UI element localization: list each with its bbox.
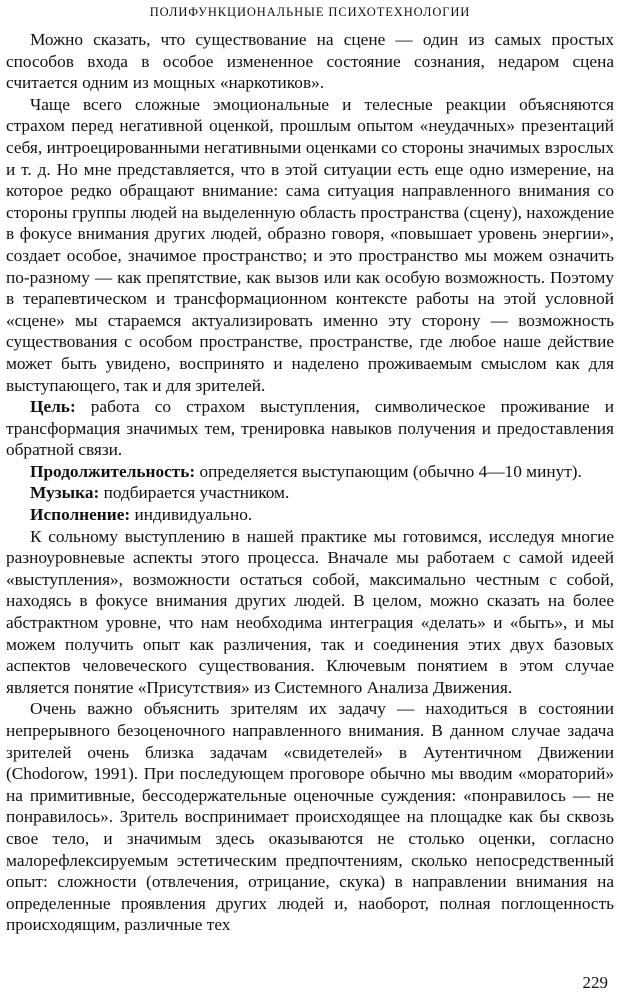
paragraph-solo-performance: К сольному выступлению в нашей практике мы готовимся, исследуя многие разноуровневые аспекты этого процесса. Вначале мы работаем с самой идеей «выступления», возможности остаться собой, максимально честным с собой, находясь в фокусе внимания других людей. В целом, можно сказать на более абстрактном уровне, что нам необходима интеграция «делать» и «быть», и мы можем получить опыт как различения, так и соединения этих двух базовых аспектов человеческого существования. Ключевым понятием в этом случае является понятие «Присутствия» из Системного Анализа Движения. — [6, 526, 614, 697]
body-text — [6, 29, 614, 936]
book-page — [6, 0, 614, 1001]
paragraph-execution — [6, 504, 614, 526]
execution-label: Исполнение: — [30, 505, 131, 525]
goal-text: работа со страхом выступления, символическое проживание и трансформация значимых тем, тренировка навыков получения и предоставления обратной связи. — [6, 397, 614, 460]
music-label: Музыка: — [30, 483, 100, 503]
paragraph-music — [6, 482, 614, 504]
paragraph-stage-intro: Можно сказать, что существование на сцене — один из самых простых способов входа в особое измененное состояние сознания, недаром сцена считается одним из мощных «наркотиков». — [6, 30, 614, 93]
execution-text: индивидуально. — [130, 505, 253, 525]
paragraph-reactions: Чаще всего сложные эмоциональные и телесные реакции объясняются страхом перед негативной оценкой, прошлым опытом «неудачных» презентаций себя, интроецированными негативными оценками со стороны значимых взрослых и т. д. Но мне представляется, что в этой ситуации есть еще одно измерение, на которое редко обращают внимание: сама ситуация направленного внимания со стороны группы людей на выделенную область пространства (сцену), нахождение в фокусе внимания других людей, образно говоря, «повышает уровень энергии», создает особое, значимое пространство; и это пространство мы можем означить по-разному — как препятствие, как вызов или как особую возможность. Поэтому в терапевтическом и трансформационном контексте работы на этой условной «сцене» мы стараемся актуализировать именно эту сторону — возможность существования с особом пространстве, пространстве, где любое наше действие может быть увидено, воспринято и наделено проживаемым смыслом как для выступающего, так и для зрителей. — [6, 94, 614, 395]
duration-label: Продолжительность: — [30, 461, 196, 481]
duration-text: определяется выступающим (обычно 4—10 минут). — [195, 461, 582, 481]
page-number: 229 — [582, 973, 608, 992]
goal-label: Цель: — [30, 397, 76, 417]
running-head: ПОЛИФУНКЦИОНАЛЬНЫЕ ПСИХОТЕХНОЛОГИИ — [149, 5, 471, 19]
paragraph-duration — [6, 461, 614, 483]
music-text: подбирается участником. — [99, 483, 290, 503]
paragraph-spectators: Очень важно объяснить зрителям их задачу — находиться в состоянии непрерывного безоценочного направленного внимания. В данном случае задача зрителей очень близка задачам «свидетелей» в Аутентичном Движении (Chodorow, 1991). При последующем проговоре обычно мы вводим «мораторий» на примитивные, бессодержательные оценочные суждения: «понравилось — не понравилось». Зритель воспринимает происходящее на площадке как бы сквозь свое тело, и значимым здесь оказываются не столько оценки, согласно малорефлексируемым эстетическим предпочтениям, сколько непосредственный опыт: сложности (отвлечения, отрицание, скука) в направлении внимания на определенные проявления других людей и, наоборот, полная поглощенность происходящим, различные тех — [6, 699, 614, 935]
paragraph-goal — [6, 396, 614, 461]
